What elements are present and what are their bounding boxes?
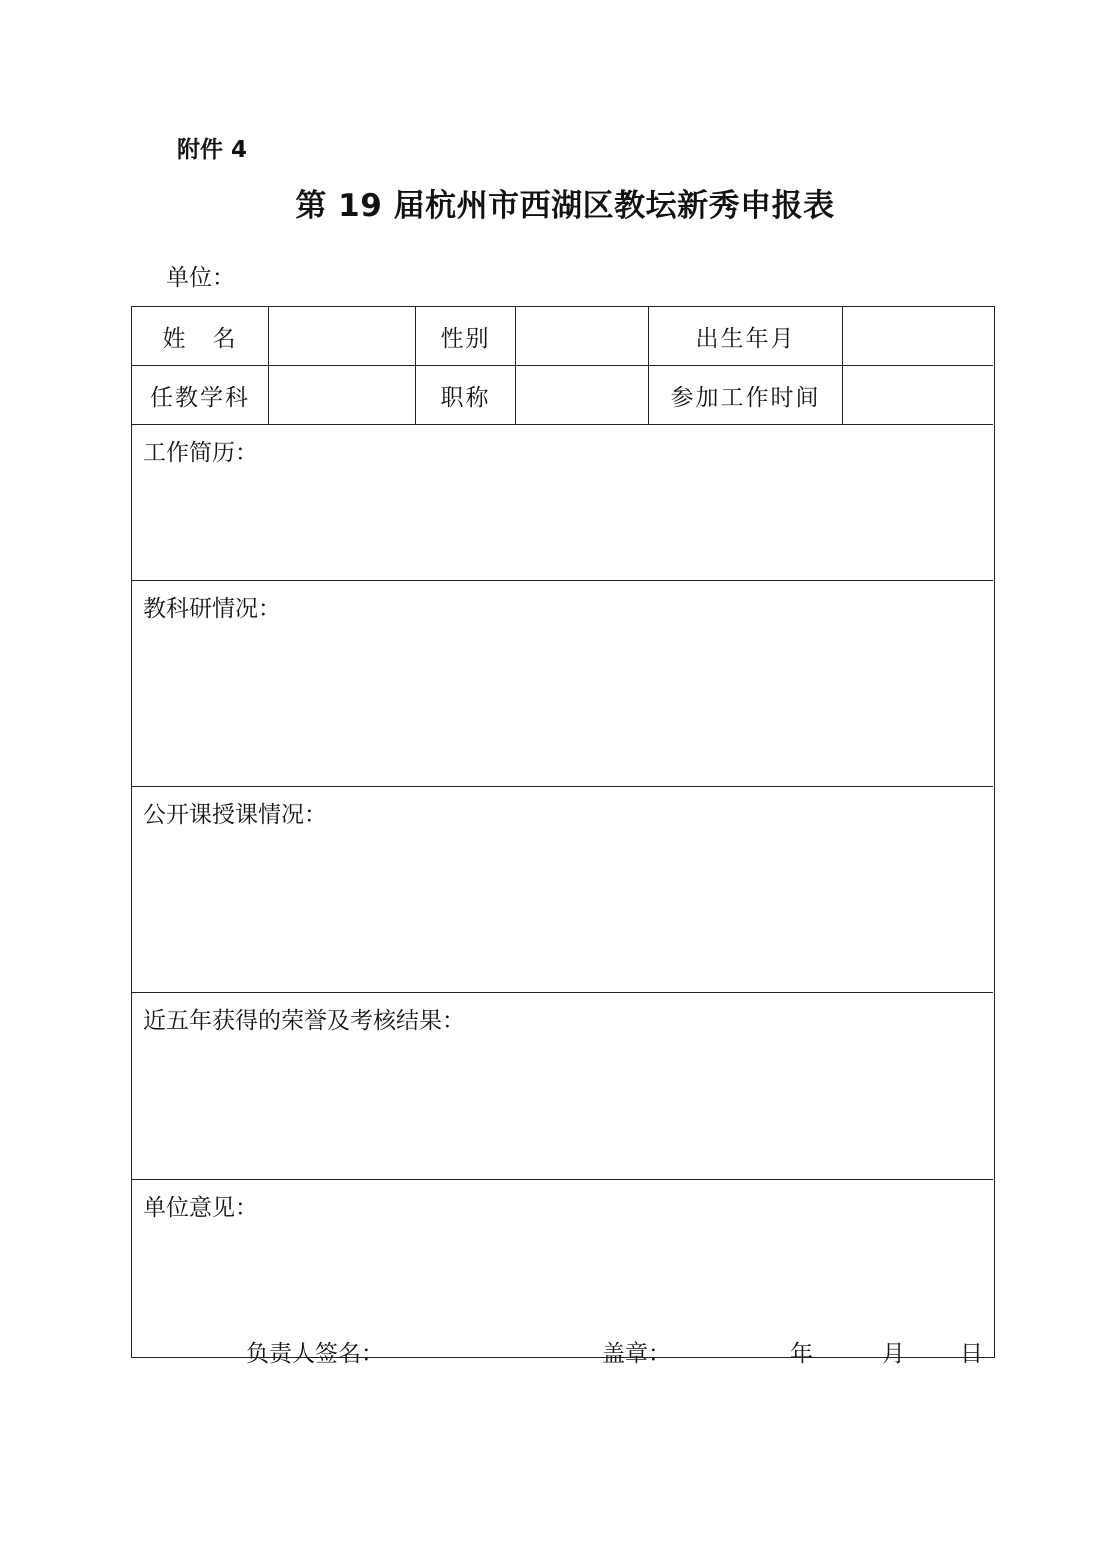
work-history-label: 工作简历：	[143, 440, 258, 466]
gender-label: 性别	[416, 307, 516, 365]
open-class-section[interactable]	[132, 787, 993, 993]
work-history-section[interactable]	[132, 425, 993, 581]
form-row-job	[132, 366, 993, 425]
seal-label: 盖章：	[602, 1341, 671, 1367]
year-label: 年	[790, 1341, 813, 1367]
responsible-signature-label: 负责人签名：	[246, 1341, 384, 1367]
unit-opinion-section[interactable]	[132, 1180, 993, 1367]
page-title: 第 19 届杭州市西湖区教坛新秀申报表	[295, 188, 835, 224]
attachment-label: 附件 4	[177, 137, 248, 163]
birth-date-label: 出生年月	[649, 307, 843, 365]
honors-section[interactable]	[132, 993, 993, 1180]
name-label: 姓 名	[132, 307, 269, 365]
research-label: 教科研情况：	[143, 596, 281, 622]
professional-title-field[interactable]	[516, 366, 649, 424]
professional-title-label: 职称	[416, 366, 516, 424]
day-label: 日	[960, 1341, 983, 1367]
unit-opinion-label: 单位意见：	[143, 1195, 258, 1221]
name-field[interactable]	[269, 307, 416, 365]
gender-field[interactable]	[516, 307, 649, 365]
open-class-label: 公开课授课情况：	[143, 802, 327, 828]
month-label: 月	[882, 1341, 905, 1367]
work-start-label: 参加工作时间	[649, 366, 843, 424]
subject-field[interactable]	[269, 366, 416, 424]
form-row-personal	[132, 307, 993, 366]
honors-label: 近五年获得的荣誉及考核结果：	[143, 1008, 465, 1034]
application-form	[131, 306, 995, 1367]
work-start-field[interactable]	[843, 366, 993, 424]
birth-date-field[interactable]	[843, 307, 993, 365]
subject-label: 任教学科	[132, 366, 269, 424]
unit-label: 单位：	[166, 265, 235, 291]
research-section[interactable]	[132, 581, 993, 787]
